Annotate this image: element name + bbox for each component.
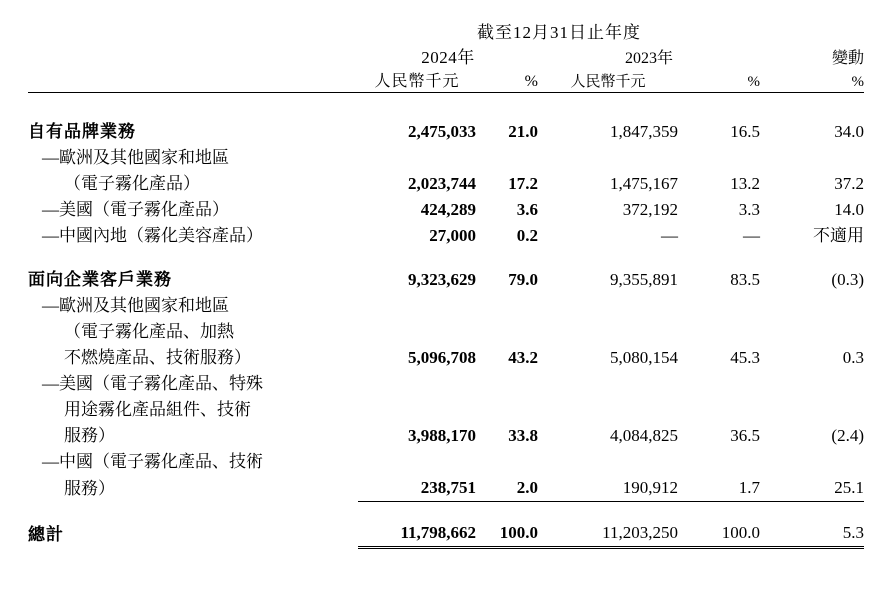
row-label: 面向企業客戶業務 xyxy=(28,270,172,289)
row-value-2023: 1,475,167 xyxy=(610,174,678,193)
row-value-2023: 4,084,825 xyxy=(610,426,678,445)
table-row xyxy=(28,145,864,171)
row-label: —美國（電子霧化產品） xyxy=(42,200,229,219)
table-row xyxy=(28,397,864,423)
row-label: 不燃燒產品、技術服務） xyxy=(64,348,251,367)
row-value-2023: 190,912 xyxy=(538,475,678,502)
table-row xyxy=(28,171,864,197)
row-change: (0.3) xyxy=(831,270,864,289)
row-value-2024: 424,289 xyxy=(420,200,476,219)
row-pct-2023 xyxy=(678,397,760,423)
row-change: 34.0 xyxy=(834,122,864,141)
row-value-2024: 2,023,744 xyxy=(408,174,476,193)
row-pct-2024 xyxy=(476,319,538,345)
row-change xyxy=(760,371,864,397)
table-row xyxy=(28,449,864,475)
row-pct-2023 xyxy=(678,449,760,475)
row-label: （電子霧化產品） xyxy=(64,174,200,193)
row-label: 服務） xyxy=(64,478,115,498)
total-pct-2024: 100.0 xyxy=(476,520,538,548)
table-row xyxy=(28,345,864,371)
total-pct-2023: 100.0 xyxy=(678,520,760,548)
row-value-2024 xyxy=(358,293,476,319)
row-value-2024: 27,000 xyxy=(429,226,476,245)
table-row xyxy=(28,319,864,345)
row-value-2023: 5,080,154 xyxy=(610,348,678,367)
spacer-cell xyxy=(28,93,864,120)
row-change xyxy=(760,449,864,475)
row-pct-2023 xyxy=(678,145,760,171)
group-spacer xyxy=(28,249,864,267)
table-row xyxy=(28,119,864,145)
row-change xyxy=(760,145,864,171)
row-value-2024 xyxy=(358,145,476,171)
row-pct-2024 xyxy=(476,397,538,423)
row-change xyxy=(760,293,864,319)
row-label: —中國內地（霧化美容產品） xyxy=(42,226,263,245)
row-change xyxy=(760,397,864,423)
row-pct-2023 xyxy=(678,371,760,397)
row-pct-2024: 0.2 xyxy=(516,226,538,245)
row-value-2024 xyxy=(358,449,476,475)
row-pct-2024: 79.0 xyxy=(508,270,538,289)
row-value-2024 xyxy=(358,319,476,345)
table-row xyxy=(28,423,864,449)
row-pct-2024: 21.0 xyxy=(508,122,538,141)
header-year-2023: 2023年 xyxy=(624,50,673,67)
row-value-2023: 9,355,891 xyxy=(610,270,678,289)
row-value-2024: 9,323,629 xyxy=(408,270,476,289)
table-row xyxy=(28,197,864,223)
header-year-2024: 2024年 xyxy=(421,48,475,67)
row-change: 0.3 xyxy=(842,348,864,367)
total-label: 總計 xyxy=(28,524,64,544)
row-pct-2023 xyxy=(678,319,760,345)
header-blank-cell-3 xyxy=(28,68,358,91)
row-value-2023 xyxy=(538,293,678,319)
header-pct-2024: % xyxy=(524,73,538,90)
row-value-2023: 1,847,359 xyxy=(610,122,678,141)
row-pct-2024 xyxy=(476,145,538,171)
row-pct-2023: 1.7 xyxy=(678,475,760,502)
table-row xyxy=(28,223,864,249)
row-value-2024: 238,751 xyxy=(358,475,476,502)
row-pct-2023: — xyxy=(743,226,760,245)
spacer-cell xyxy=(28,249,864,267)
row-pct-2023: 13.2 xyxy=(730,174,760,193)
row-pct-2024 xyxy=(476,449,538,475)
row-value-2023: — xyxy=(661,226,678,245)
row-change: 37.2 xyxy=(834,174,864,193)
total-row xyxy=(28,520,864,548)
table-row xyxy=(28,371,864,397)
row-change: 14.0 xyxy=(834,200,864,219)
row-label: 用途霧化產品組件、技術 xyxy=(64,400,251,419)
row-label: —美國（電子霧化產品、特殊 xyxy=(42,374,263,393)
header-pct-2023: % xyxy=(747,74,760,90)
row-label: —歐洲及其他國家和地區 xyxy=(42,148,229,167)
row-label: 服務） xyxy=(64,426,115,445)
table-header-period-row xyxy=(28,18,864,43)
row-pct-2023: 16.5 xyxy=(730,122,760,141)
row-label: 自有品牌業務 xyxy=(28,122,136,141)
row-label: （電子霧化產品、加熱 xyxy=(64,322,234,341)
row-value-2023 xyxy=(538,397,678,423)
header-change: 變動 xyxy=(831,50,864,67)
table-header-unit-row xyxy=(28,68,864,91)
row-value-2024 xyxy=(358,397,476,423)
row-value-2023 xyxy=(538,449,678,475)
row-change: 25.1 xyxy=(760,475,864,502)
header-blank-cell-2 xyxy=(28,43,358,68)
row-value-2024 xyxy=(358,371,476,397)
row-pct-2023: 36.5 xyxy=(730,426,760,445)
row-pct-2024: 3.6 xyxy=(516,200,538,219)
header-pct-change: % xyxy=(851,74,864,90)
row-pct-2023 xyxy=(678,293,760,319)
row-value-2023 xyxy=(538,145,678,171)
row-value-2023 xyxy=(538,319,678,345)
header-blank-cell xyxy=(28,18,358,43)
row-change xyxy=(760,319,864,345)
row-change: (2.4) xyxy=(831,426,864,445)
row-label: —歐洲及其他國家和地區 xyxy=(42,296,229,315)
total-change: 5.3 xyxy=(760,520,864,548)
table-row xyxy=(28,293,864,319)
table-row xyxy=(28,267,864,293)
row-pct-2024: 33.8 xyxy=(508,426,538,445)
header-spacer xyxy=(28,93,864,120)
row-value-2023 xyxy=(538,371,678,397)
period-title: 截至12月31日止年度 xyxy=(477,23,641,42)
table-row xyxy=(28,475,864,502)
header-blank-cell-right xyxy=(760,18,864,43)
total-spacer xyxy=(28,502,864,521)
spacer-cell xyxy=(28,502,864,521)
row-value-2023: 372,192 xyxy=(622,200,678,219)
total-value-2023: 11,203,250 xyxy=(538,520,678,548)
row-value-2024: 5,096,708 xyxy=(408,348,476,367)
header-unit-2024: 人民幣千元 xyxy=(374,73,460,90)
row-pct-2023: 3.3 xyxy=(738,200,760,219)
row-pct-2024: 43.2 xyxy=(508,348,538,367)
row-pct-2024: 2.0 xyxy=(476,475,538,502)
table-header-year-row xyxy=(28,43,864,68)
total-value-2024: 11,798,662 xyxy=(358,520,476,548)
row-pct-2023: 45.3 xyxy=(730,348,760,367)
row-pct-2024 xyxy=(476,293,538,319)
row-label: —中國（電子霧化產品、技術 xyxy=(42,452,263,471)
revenue-breakdown-table xyxy=(28,18,864,549)
row-pct-2024: 17.2 xyxy=(508,174,538,193)
row-value-2024: 2,475,033 xyxy=(408,122,476,141)
row-pct-2023: 83.5 xyxy=(730,270,760,289)
row-change: 不適用 xyxy=(813,226,864,245)
row-value-2024: 3,988,170 xyxy=(408,426,476,445)
row-pct-2024 xyxy=(476,371,538,397)
header-unit-2023: 人民幣千元 xyxy=(570,74,646,90)
